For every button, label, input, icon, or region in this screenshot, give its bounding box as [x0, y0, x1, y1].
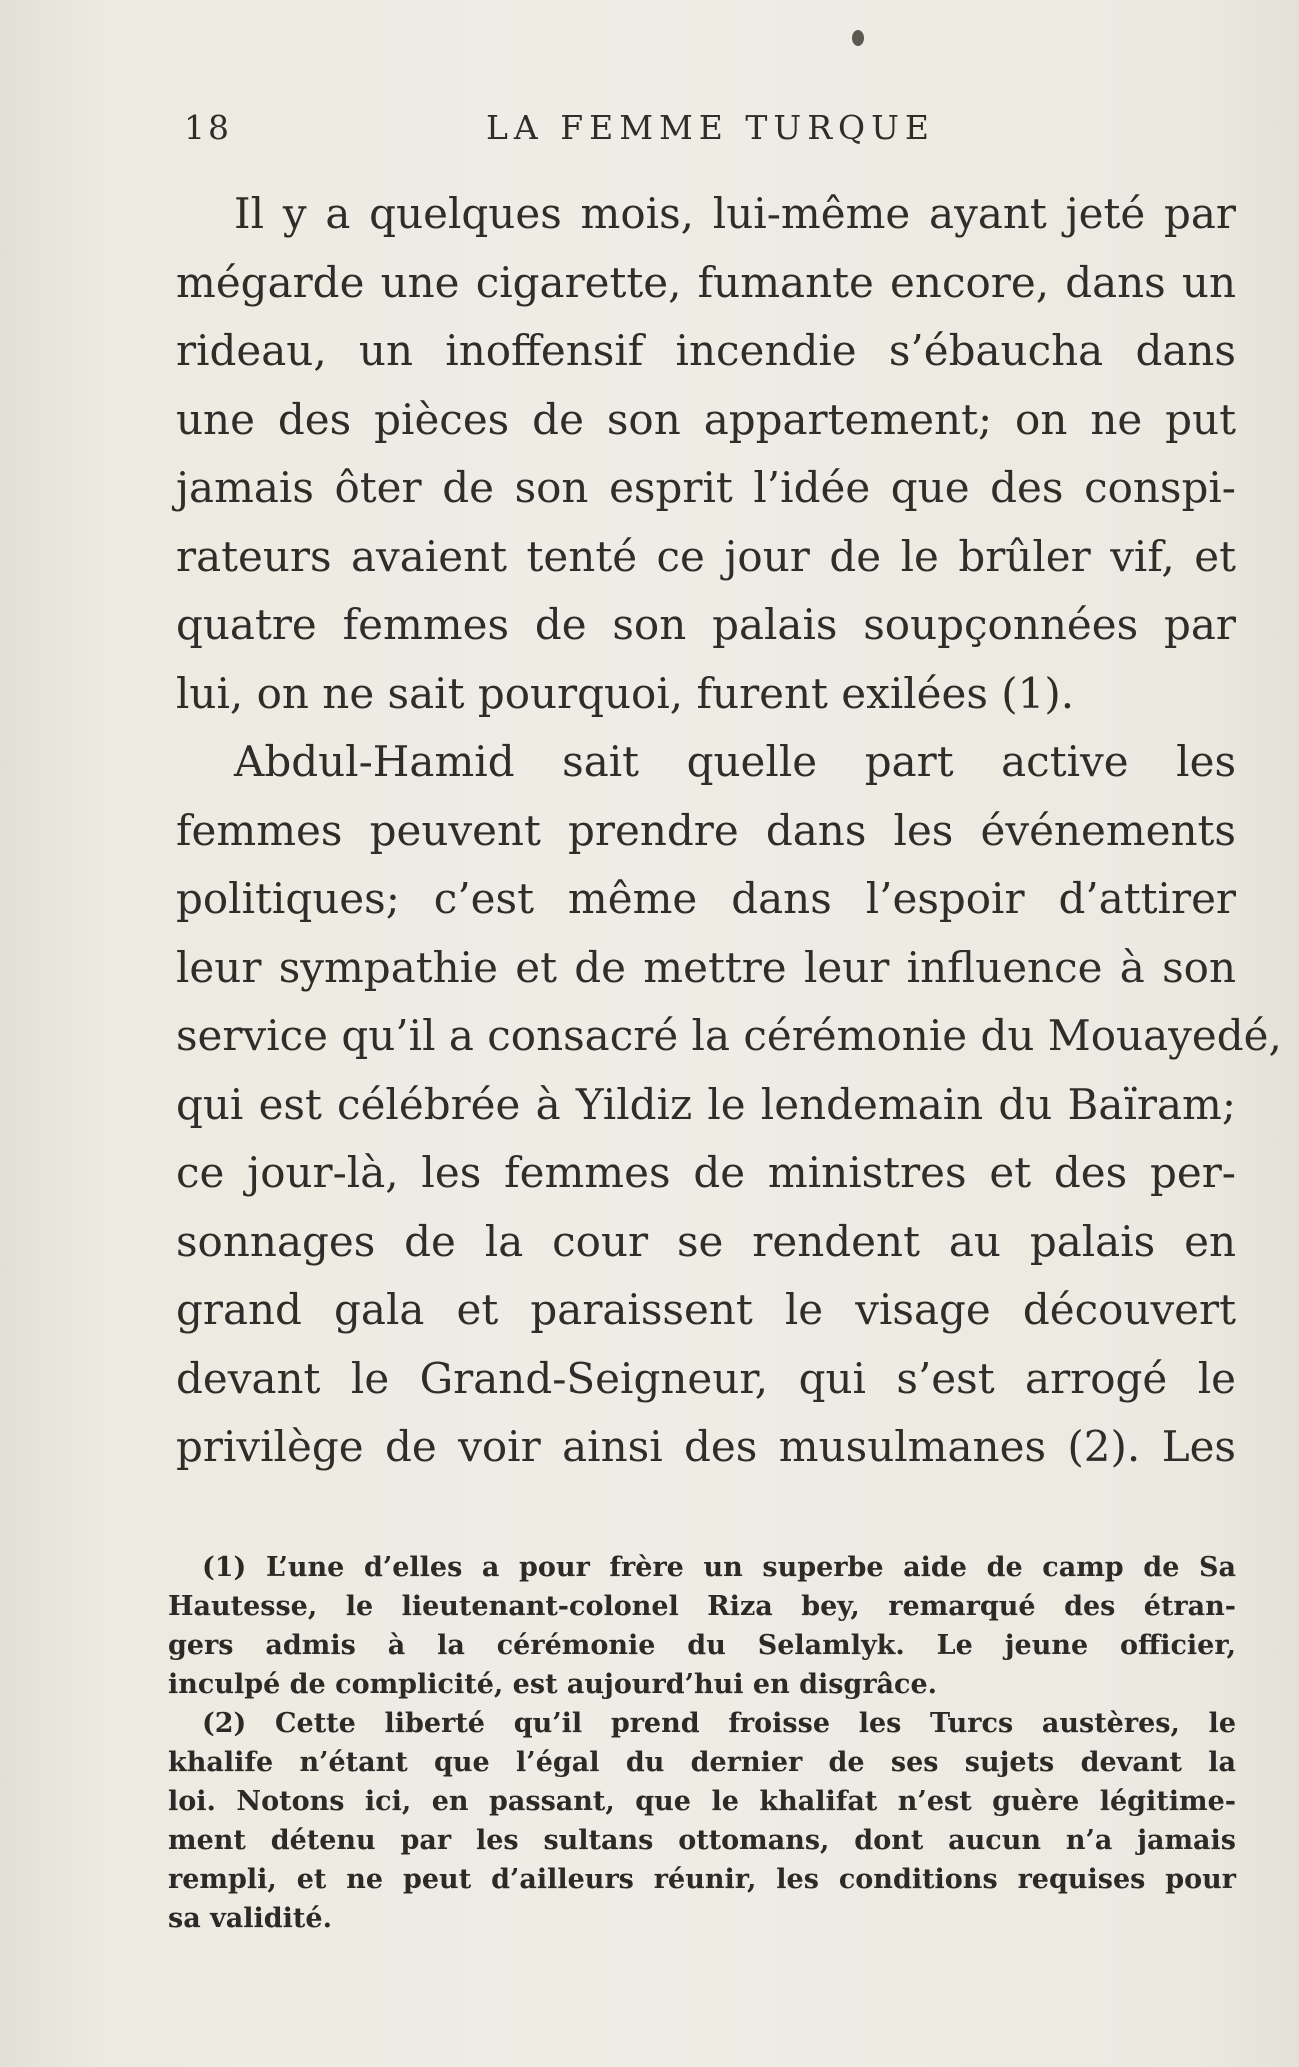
text-line: privilège de voir ainsi des musulmanes (2). Les	[176, 1422, 1236, 1471]
footnote-line: sa validité.	[168, 1903, 332, 1934]
footnote-line: loi. Notons ici, en passant, que le khalifat n’est guère légitime-	[168, 1786, 1236, 1817]
page-header	[176, 108, 1236, 148]
footnote-line: gers admis à la cérémonie du Selamlyk. Le jeune officier,	[168, 1630, 1236, 1661]
ink-speck	[852, 30, 864, 46]
text-line: rideau, un inoffensif incendie s’ébaucha dans	[176, 326, 1236, 375]
running-title: LA FEMME TURQUE	[486, 108, 936, 147]
footnote-line: khalife n’étant que l’égal du dernier de ses sujets devant la	[168, 1747, 1236, 1778]
text-line: grand gala et paraissent le visage découvert	[176, 1285, 1236, 1334]
page-number: 18	[184, 108, 232, 147]
text-line: quatre femmes de son palais soupçonnées par	[176, 600, 1236, 649]
footnote-line: Hautesse, le lieutenant-colonel Riza bey, remarqué des étran-	[168, 1591, 1236, 1622]
text-line: ce jour-là, les femmes de ministres et des per-	[176, 1148, 1236, 1197]
footnote-line: inculpé de complicité, est aujourd’hui en disgrâce.	[168, 1669, 938, 1700]
text-line: devant le Grand-Seigneur, qui s’est arrogé le	[176, 1353, 1236, 1403]
footnotes	[168, 1548, 1236, 1938]
footnote-line: (1) L’une d’elles a pour frère un superbe aide de camp de Sa	[202, 1552, 1236, 1583]
text-line: Abdul-Hamid sait quelle part active les	[234, 737, 1236, 786]
footnote-line: ment détenu par les sultans ottomans, dont aucun n’a jamais	[168, 1825, 1236, 1856]
text-line: lui, on ne sait pourquoi, furent exilées (1).	[176, 668, 1075, 718]
text-line: Il y a quelques mois, lui-même ayant jeté par	[234, 189, 1236, 238]
text-line: qui est célébrée à Yildiz le lendemain du Baïram;	[176, 1079, 1236, 1129]
text-line: leur sympathie et de mettre leur influence à son	[176, 942, 1236, 992]
footnote-line: rempli, et ne peut d’ailleurs réunir, les conditions requises pour	[168, 1864, 1236, 1895]
footnote-line: (2) Cette liberté qu’il prend froisse les Turcs austères, le	[202, 1708, 1236, 1739]
main-text	[176, 180, 1282, 1482]
text-line: rateurs avaient tenté ce jour de le brûler vif, et	[176, 531, 1236, 581]
text-line: jamais ôter de son esprit l’idée que des conspi-	[176, 463, 1236, 512]
text-line: sonnages de la cour se rendent au palais en	[176, 1216, 1236, 1266]
text-line: femmes peuvent prendre dans les événements	[176, 805, 1236, 855]
text-line: mégarde une cigarette, fumante encore, dans un	[176, 257, 1236, 307]
text-line: une des pièces de son appartement; on ne put	[176, 394, 1236, 444]
text-line: service qu’il a consacré la cérémonie du Mouayedé,	[176, 1011, 1282, 1060]
text-line: politiques; c’est même dans l’espoir d’attirer	[176, 874, 1236, 923]
